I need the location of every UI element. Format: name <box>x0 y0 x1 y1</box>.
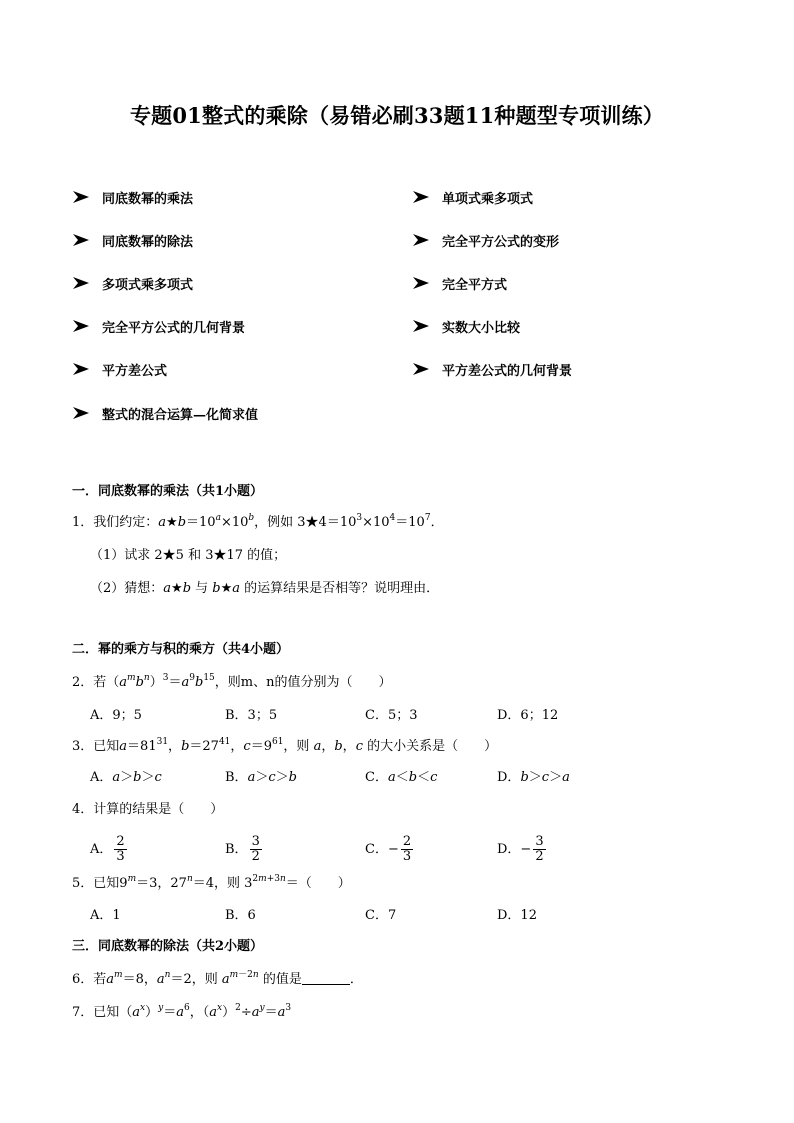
option-a[interactable]: A． $\frac{2}{3}$ <box>90 834 125 864</box>
toc-item: 同底数幂的除法 <box>72 230 193 250</box>
arrow-bullet-icon <box>412 362 430 376</box>
option-c[interactable]: C．5；3 <box>365 708 418 723</box>
question-1: 1．我们约定：$a★b=10^a\times 10^b$，例如 $3★4=10^3\times 10^4=10^7$． <box>72 513 444 530</box>
toc-item: 实数大小比较 <box>412 316 520 336</box>
option-b[interactable]: B．3；5 <box>225 708 278 723</box>
question-4: 4．计算的结果是（ ） <box>72 802 224 817</box>
arrow-bullet-icon <box>72 233 90 247</box>
question-5-options <box>90 906 690 926</box>
question-5: 5．已知$9^m=3$，$27^n=4$，则 $3^{2m+3n}=$（ ） <box>72 874 351 891</box>
section-heading: 二．幂的乘方与积的乘方（共4小题） <box>72 642 290 657</box>
question-7: 7．已知$(a^x)^y=a^6$，$(a^x)^2\div a^y=a^3$ <box>72 1003 292 1020</box>
toc-item: 多项式乘多项式 <box>72 273 193 293</box>
section-heading: 一．同底数幂的乘法（共1小题） <box>72 484 264 499</box>
option-d[interactable]: D．6；12 <box>497 708 559 723</box>
option-a[interactable]: A．a＞b＞c <box>90 770 162 785</box>
toc-item: 完全平方公式的几何背景 <box>72 316 245 336</box>
arrow-bullet-icon <box>72 319 90 333</box>
option-c[interactable]: C．a＜b＜c <box>365 770 438 785</box>
toc-item: 同底数幂的乘法 <box>72 187 193 207</box>
question-2: 2．若$(a^mb^n)^3=a^9b^{15}$，则m、n的值分别为（ ） <box>72 673 392 690</box>
arrow-bullet-icon <box>412 276 430 290</box>
option-c[interactable]: C．7 <box>365 908 397 923</box>
option-d[interactable]: D．12 <box>497 908 537 923</box>
arrow-bullet-icon <box>72 362 90 376</box>
toc-item: 平方差公式的几何背景 <box>412 359 572 379</box>
question-3: 3．已知$a=81^{31}$，$b=27^{41}$，$c=9^{61}$，则 a，b，c 的大小关系是（ ） <box>72 737 498 754</box>
toc-item: 平方差公式 <box>72 359 167 379</box>
question-2-options <box>90 706 690 726</box>
question-3-options <box>90 768 690 788</box>
toc-item: 单项式乘多项式 <box>412 187 533 207</box>
answer-blank[interactable] <box>302 971 350 985</box>
arrow-bullet-icon <box>72 190 90 204</box>
option-d[interactable]: D．b＞c＞a <box>497 770 570 785</box>
question-6: 6．若$a^m=8$，$a^n=2$，则 $a^{m-2n}$ 的值是 ． <box>72 970 363 987</box>
option-a[interactable]: A．1 <box>90 908 121 923</box>
toc-item: 完全平方公式的变形 <box>412 230 559 250</box>
arrow-bullet-icon <box>412 233 430 247</box>
question-1-part-2: （2）猜想：a★b 与 b★a 的运算结果是否相等？说明理由． <box>90 581 440 596</box>
arrow-bullet-icon <box>412 190 430 204</box>
question-1-part-1: （1）试求 2★5 和 3★17 的值； <box>90 548 287 563</box>
option-a[interactable]: A．9；5 <box>90 708 142 723</box>
arrow-bullet-icon <box>72 406 90 420</box>
option-c[interactable]: C．− $\frac{2}{3}$ <box>365 834 412 864</box>
arrow-bullet-icon <box>72 276 90 290</box>
toc-item: 整式的混合运算—化简求值 <box>72 403 258 423</box>
option-b[interactable]: B． $\frac{3}{2}$ <box>225 834 260 864</box>
page-title: 专题01整式的乘除（易错必刷33题11种题型专项训练） <box>129 103 665 128</box>
toc-item: 完全平方式 <box>412 273 507 293</box>
section-heading: 三．同底数幂的除法（共2小题） <box>72 939 264 954</box>
question-4-options <box>90 834 690 864</box>
option-b[interactable]: B．a＞c＞b <box>225 770 297 785</box>
option-d[interactable]: D．− $\frac{3}{2}$ <box>497 834 544 864</box>
option-b[interactable]: B．6 <box>225 908 256 923</box>
arrow-bullet-icon <box>412 319 430 333</box>
